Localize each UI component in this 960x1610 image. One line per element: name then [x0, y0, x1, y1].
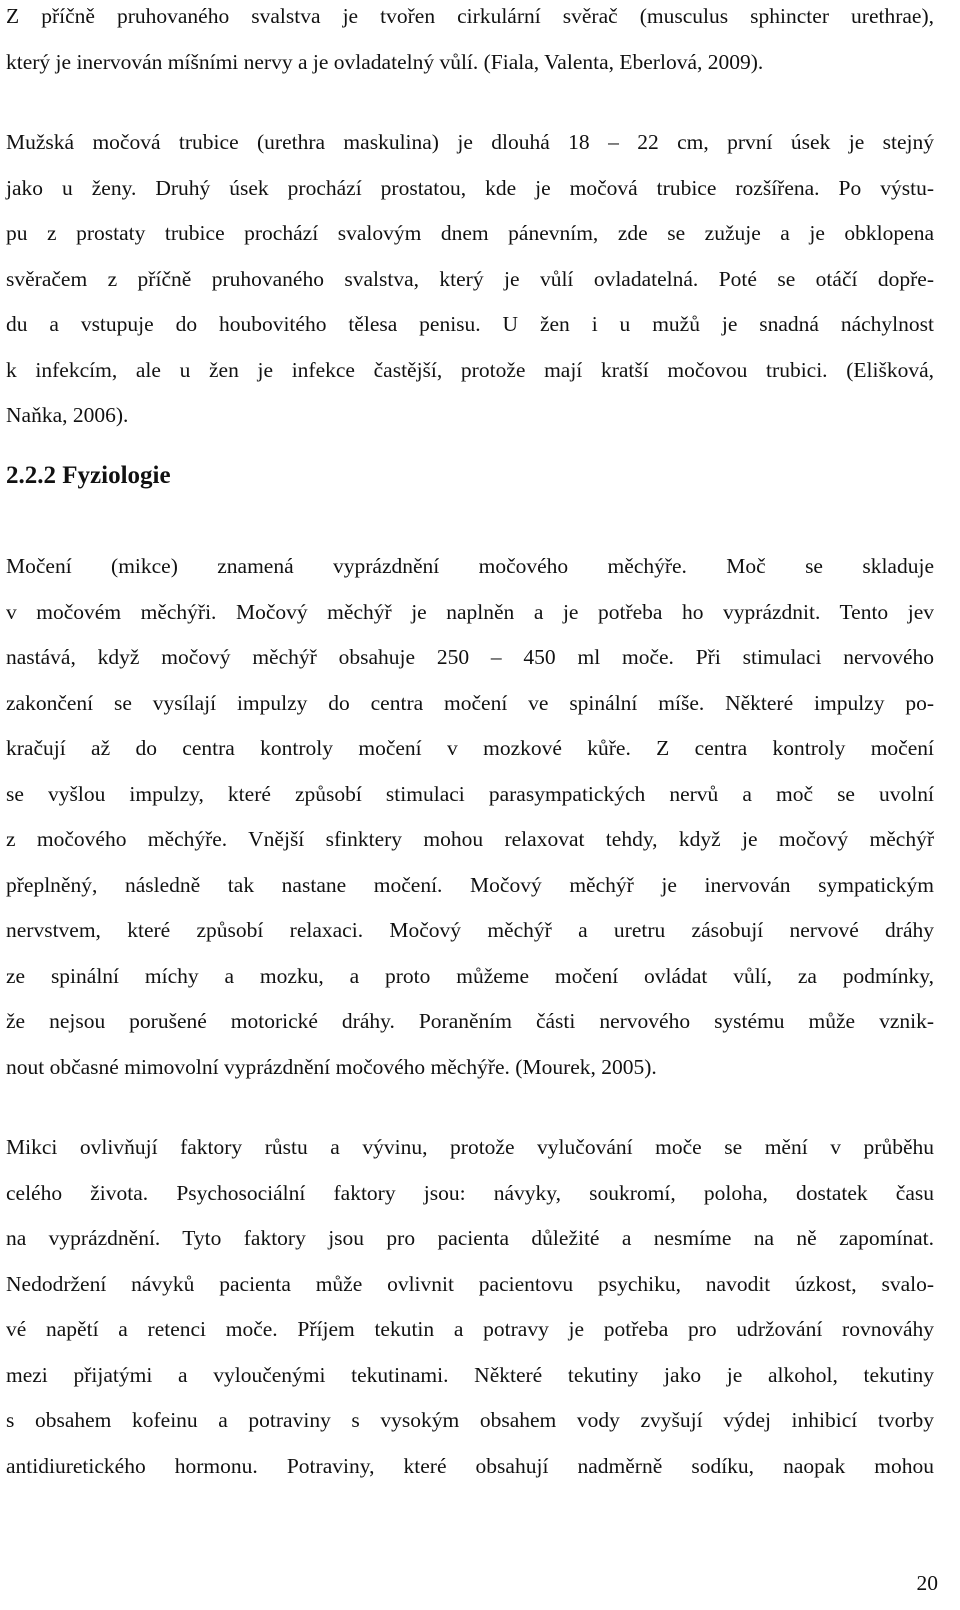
text-line: se vyšlou impulzy, které způsobí stimulaci parasympatických nervů a moč se uvolní	[6, 781, 934, 806]
text-line: Z příčně pruhovaného svalstva je tvořen cirkulární svěrač (musculus sphincter urethrae),	[6, 4, 934, 28]
text-line: kračují až do centra kontroly močení v mozkové kůře. Z centra kontroly močení	[6, 736, 934, 760]
text-line: že nejsou porušené motorické dráhy. Poraněním části nervového systému může vznik-	[6, 1009, 934, 1033]
text-line: du a vstupuje do houbovitého tělesa penisu. U žen i u mužů je snadná náchylnost	[6, 312, 934, 336]
text-line: Mikci ovlivňují faktory růstu a vývinu, protože vylučování moče se mění v průběhu	[6, 1135, 934, 1159]
text-line: v močovém měchýři. Močový měchýř je naplněn a je potřeba ho vyprázdnit. Tento jev	[6, 599, 934, 624]
text-line: jako u ženy. Druhý úsek prochází prostatou, kde je močová trubice rozšířena. Po výstu-	[6, 175, 934, 200]
text-line: nervstvem, které způsobí relaxaci. Močový měchýř a uretru zásobují nervové dráhy	[6, 918, 934, 942]
text-line: celého života. Psychosociální faktory jsou: návyky, soukromí, poloha, dostatek času	[6, 1180, 934, 1205]
text-line: Nedodržení návyků pacienta může ovlivnit pacientovu psychiku, navodit úzkost, svalo-	[6, 1271, 934, 1296]
paragraph-factors	[6, 1125, 934, 1489]
text-line: Močení (mikce) znamená vyprázdnění močového měchýře. Moč se skladuje	[6, 554, 934, 578]
text-line: na vyprázdnění. Tyto faktory jsou pro pacienta důležité a nesmíme na ně zapomínat.	[6, 1226, 934, 1250]
text-line: Mužská močová trubice (urethra maskulina) je dlouhá 18 – 22 cm, první úsek je stejný	[6, 130, 934, 154]
text-line: Naňka, 2006).	[6, 403, 129, 427]
text-line: nastává, když močový měchýř obsahuje 250 – 450 ml moče. Při stimulaci nervového	[6, 645, 934, 669]
text-line: nout občasné mimovolní vyprázdnění močového měchýře. (Mourek, 2005).	[6, 1054, 657, 1079]
text-line: mezi přijatými a vyloučenými tekutinami. Některé tekutiny jako je alkohol, tekutiny	[6, 1362, 934, 1387]
paragraph-male-urethra	[6, 120, 934, 439]
text-line: ze spinální míchy a mozku, a proto můžeme močení ovládat vůlí, za podmínky,	[6, 963, 934, 988]
text-line: pu z prostaty trubice prochází svalovým dnem pánevním, zde se zužuje a je obklopena	[6, 221, 934, 245]
section-heading: 2.2.2 Fyziologie	[6, 462, 171, 489]
text-line: z močového měchýře. Vnější sfinktery mohou relaxovat tehdy, když je močový měchýř	[6, 827, 934, 851]
text-line: s obsahem kofeinu a potraviny s vysokým obsahem vody zvyšují výdej inhibicí tvorby	[6, 1408, 934, 1432]
paragraph-physiology	[6, 544, 934, 1090]
text-line: zakončení se vysílají impulzy do centra močení ve spinální míše. Některé impulzy po-	[6, 690, 934, 715]
page-number: 20	[916, 1571, 938, 1595]
text-line: který je inervován míšními nervy a je ovladatelný vůlí. (Fiala, Valenta, Eberlová, 2009).	[6, 49, 764, 74]
paragraph-sphincter	[6, 0, 934, 85]
text-line: přeplněný, následně tak nastane močení. Močový měchýř je inervován sympatickým	[6, 872, 934, 897]
text-line: antidiuretického hormonu. Potraviny, které obsahují nadměrně sodíku, naopak mohou	[6, 1453, 934, 1478]
text-line: vé napětí a retenci moče. Příjem tekutin a potravy je potřeba pro udržování rovnováhy	[6, 1317, 934, 1341]
text-line: k infekcím, ale u žen je infekce častější, protože mají kratší močovou trubici. (Elišková,	[6, 357, 934, 382]
text-line: svěračem z příčně pruhovaného svalstva, který je vůlí ovladatelná. Poté se otáčí dopře-	[6, 266, 934, 291]
